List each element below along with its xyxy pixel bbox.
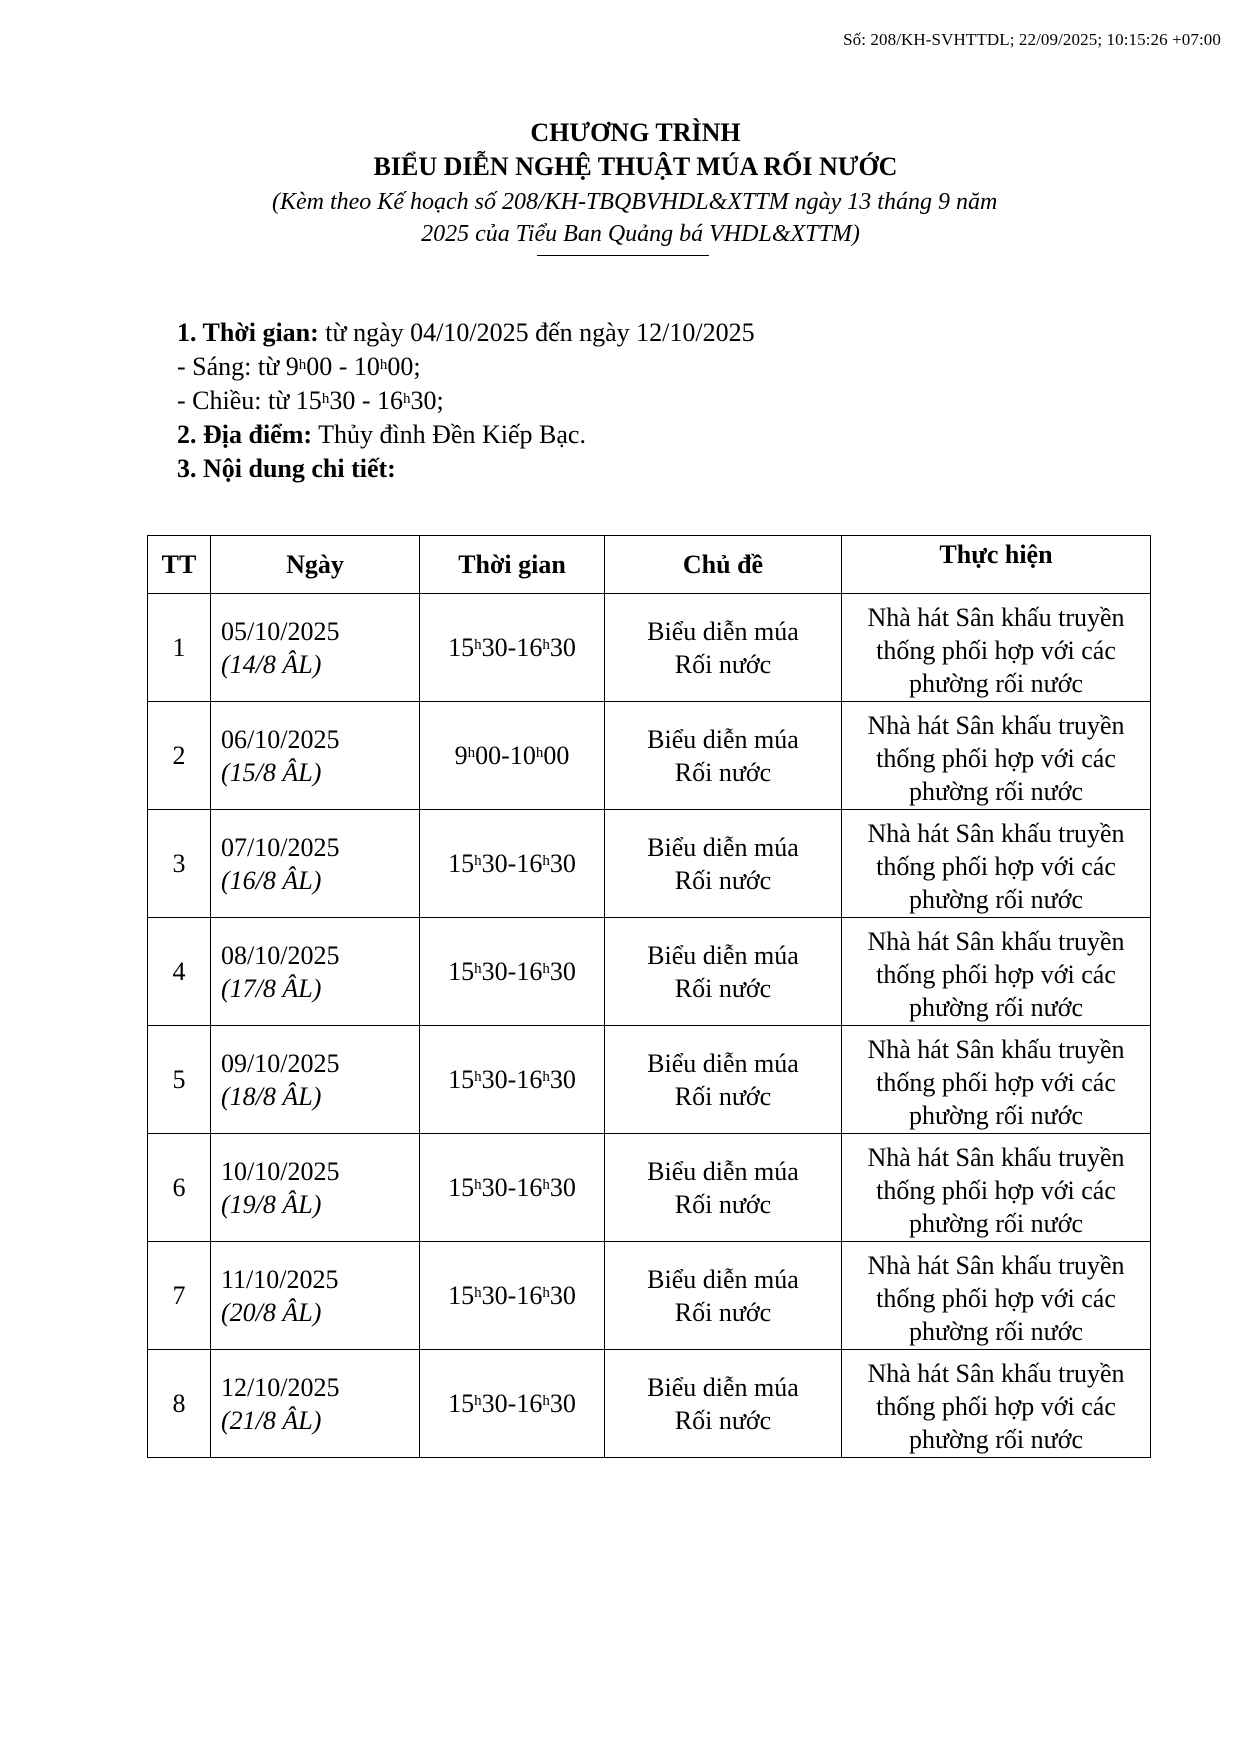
row-performer-line-3: phường rối nước <box>908 1316 1084 1346</box>
row-performer-line-2: thống phối hợp với các <box>876 1283 1116 1313</box>
subtitle-line-2-wrap <box>0 218 1241 250</box>
row-performer-line-2: thống phối hợp với các <box>876 1391 1116 1421</box>
row-topic-cell <box>605 1134 842 1242</box>
row-date: 07/10/2025 <box>221 832 340 862</box>
header-time: Thời gian <box>420 536 605 594</box>
row-performer-cell <box>842 918 1151 1026</box>
title-line-1: CHƯƠNG TRÌNH <box>530 118 741 147</box>
row-topic-line-2: Rối nước <box>674 1297 772 1327</box>
row-performer-line-3: phường rối nước <box>908 1424 1084 1454</box>
row-time-mid: 30-16 <box>481 1173 543 1202</box>
row-topic-cell <box>605 1350 842 1458</box>
row-performer-line-2: thống phối hợp với các <box>876 635 1116 665</box>
row-time-sup-2: h <box>542 961 550 977</box>
row-performer-line-1: Nhà hát Sân khấu truyền <box>867 1142 1125 1172</box>
table-row <box>148 594 1151 702</box>
row-lunar-date: (20/8 ÂL) <box>221 1297 322 1327</box>
row-time-mid: 00-10 <box>475 741 536 770</box>
row-topic-line-1: Biểu diễn múa <box>647 1264 799 1294</box>
schedule-table <box>147 535 1151 1458</box>
row-tt: 6 <box>148 1134 211 1242</box>
row-time-sup-2: h <box>542 1069 550 1085</box>
row-topic-line-2: Rối nước <box>674 865 772 895</box>
row-date-cell <box>211 1134 420 1242</box>
row-date-cell <box>211 594 420 702</box>
row-time-mid: 30-16 <box>481 849 543 878</box>
row-time-cell <box>420 594 605 702</box>
row-time-sup-2: h <box>542 637 550 653</box>
morning-sup-2: h <box>379 357 388 373</box>
afternoon-sup-1: h <box>321 391 330 407</box>
row-time-end: 00 <box>543 741 570 770</box>
afternoon-mid: 30 - 16 <box>329 386 403 415</box>
row-performer-line-3: phường rối nước <box>908 992 1084 1022</box>
content-line <box>177 452 755 486</box>
row-tt: 4 <box>148 918 211 1026</box>
row-topic-line-2: Rối nước <box>674 1081 772 1111</box>
row-topic-line-1: Biểu diễn múa <box>647 1156 799 1186</box>
table-row <box>148 1134 1151 1242</box>
row-lunar-date: (16/8 ÂL) <box>221 865 322 895</box>
row-performer-line-1: Nhà hát Sân khấu truyền <box>867 710 1125 740</box>
row-lunar-date: (21/8 ÂL) <box>221 1405 322 1435</box>
row-performer-line-3: phường rối nước <box>908 1208 1084 1238</box>
title-line-2: BIỂU DIỄN NGHỆ THUẬT MÚA RỐI NƯỚC <box>373 152 898 181</box>
row-time-cell <box>420 1242 605 1350</box>
row-time-end: 30 <box>549 633 576 662</box>
row-time-cell <box>420 1350 605 1458</box>
row-performer-line-3: phường rối nước <box>908 776 1084 806</box>
row-performer-line-1: Nhà hát Sân khấu truyền <box>867 1250 1125 1280</box>
row-date-cell <box>211 810 420 918</box>
afternoon-line <box>177 384 755 418</box>
header-performer: Thực hiện <box>842 536 1151 594</box>
row-time-end: 30 <box>549 849 576 878</box>
row-date: 05/10/2025 <box>221 616 340 646</box>
document-heading <box>0 116 1241 184</box>
time-label: 1. Thời gian: <box>177 318 319 347</box>
row-lunar-date: (18/8 ÂL) <box>221 1081 322 1111</box>
row-date: 12/10/2025 <box>221 1372 340 1402</box>
time-line <box>177 316 755 350</box>
row-time-cell <box>420 810 605 918</box>
row-date: 10/10/2025 <box>221 1156 340 1186</box>
row-time-start: 9 <box>454 741 468 770</box>
row-performer-line-2: thống phối hợp với các <box>876 1067 1116 1097</box>
row-performer-line-1: Nhà hát Sân khấu truyền <box>867 926 1125 956</box>
row-time-mid: 30-16 <box>481 957 543 986</box>
row-time-sup-1: h <box>474 1069 482 1085</box>
row-topic-cell <box>605 594 842 702</box>
row-tt: 2 <box>148 702 211 810</box>
row-lunar-date: (19/8 ÂL) <box>221 1189 322 1219</box>
row-topic-line-2: Rối nước <box>674 757 772 787</box>
row-time-end: 30 <box>549 957 576 986</box>
row-performer-line-1: Nhà hát Sân khấu truyền <box>867 1034 1125 1064</box>
row-time-sup-1: h <box>474 853 482 869</box>
row-time-sup-1: h <box>474 637 482 653</box>
row-performer-cell <box>842 702 1151 810</box>
row-topic-line-2: Rối nước <box>674 973 772 1003</box>
row-time-start: 15 <box>448 1281 475 1310</box>
row-performer-cell <box>842 810 1151 918</box>
place-label: 2. Địa điểm: <box>177 420 313 449</box>
row-performer-cell <box>842 1350 1151 1458</box>
row-tt: 8 <box>148 1350 211 1458</box>
row-time-end: 30 <box>549 1065 576 1094</box>
row-time-end: 30 <box>549 1281 576 1310</box>
table-row <box>148 1350 1151 1458</box>
row-tt: 7 <box>148 1242 211 1350</box>
morning-sup-1: h <box>298 357 307 373</box>
row-time-sup-1: h <box>474 1177 482 1193</box>
row-time-sup-1: h <box>474 1285 482 1301</box>
row-performer-line-3: phường rối nước <box>908 1100 1084 1130</box>
row-date: 06/10/2025 <box>221 724 340 754</box>
row-topic-cell <box>605 1242 842 1350</box>
row-topic-line-2: Rối nước <box>674 1189 772 1219</box>
morning-prefix: - Sáng: từ 9 <box>177 352 299 381</box>
table-row <box>148 810 1151 918</box>
info-section <box>177 316 755 486</box>
row-date-cell <box>211 1242 420 1350</box>
row-time-mid: 30-16 <box>481 1389 543 1418</box>
row-time-mid: 30-16 <box>481 1065 543 1094</box>
row-tt: 1 <box>148 594 211 702</box>
row-performer-line-1: Nhà hát Sân khấu truyền <box>867 818 1125 848</box>
row-time-end: 30 <box>549 1389 576 1418</box>
row-topic-cell <box>605 1026 842 1134</box>
row-date: 09/10/2025 <box>221 1048 340 1078</box>
place-line <box>177 418 755 452</box>
row-performer-cell <box>842 1242 1151 1350</box>
row-date-cell <box>211 1026 420 1134</box>
header-tt: TT <box>148 536 211 594</box>
row-time-start: 15 <box>448 957 475 986</box>
row-date-cell <box>211 918 420 1026</box>
row-lunar-date: (17/8 ÂL) <box>221 973 322 1003</box>
row-topic-line-1: Biểu diễn múa <box>647 1048 799 1078</box>
row-time-sup-2: h <box>542 853 550 869</box>
heading-divider <box>537 255 709 256</box>
header-topic: Chủ đề <box>605 536 842 594</box>
row-tt: 5 <box>148 1026 211 1134</box>
row-time-sup-1: h <box>467 745 476 761</box>
table-row <box>148 1026 1151 1134</box>
row-performer-cell <box>842 594 1151 702</box>
row-time-end: 30 <box>549 1173 576 1202</box>
row-time-mid: 30-16 <box>481 633 543 662</box>
row-topic-cell <box>605 702 842 810</box>
content-label: 3. Nội dung chi tiết: <box>177 454 396 483</box>
subtitle-line-2: 2025 của Tiểu Ban Quảng bá VHDL&XTTM) <box>421 221 860 247</box>
afternoon-prefix: - Chiều: từ 15 <box>177 386 322 415</box>
afternoon-end: 30; <box>410 386 444 415</box>
morning-end: 00; <box>387 352 421 381</box>
row-performer-cell <box>842 1134 1151 1242</box>
morning-line <box>177 350 755 384</box>
row-performer-cell <box>842 1026 1151 1134</box>
row-performer-line-2: thống phối hợp với các <box>876 851 1116 881</box>
row-performer-line-2: thống phối hợp với các <box>876 959 1116 989</box>
afternoon-sup-2: h <box>402 391 411 407</box>
row-time-cell <box>420 918 605 1026</box>
table-row <box>148 918 1151 1026</box>
row-time-start: 15 <box>448 1389 475 1418</box>
header-date: Ngày <box>211 536 420 594</box>
row-date: 11/10/2025 <box>221 1264 339 1294</box>
row-lunar-date: (15/8 ÂL) <box>221 757 322 787</box>
row-performer-line-2: thống phối hợp với các <box>876 743 1116 773</box>
row-time-mid: 30-16 <box>481 1281 543 1310</box>
row-topic-line-1: Biểu diễn múa <box>647 832 799 862</box>
row-topic-line-2: Rối nước <box>674 649 772 679</box>
row-time-cell <box>420 1026 605 1134</box>
table-header-row <box>148 536 1151 594</box>
row-date-cell <box>211 702 420 810</box>
row-topic-cell <box>605 918 842 1026</box>
row-time-cell <box>420 702 605 810</box>
row-topic-line-1: Biểu diễn múa <box>647 724 799 754</box>
row-topic-line-1: Biểu diễn múa <box>647 1372 799 1402</box>
row-performer-line-2: thống phối hợp với các <box>876 1175 1116 1205</box>
row-date-cell <box>211 1350 420 1458</box>
document-number-stamp: Số: 208/KH-SVHTTDL; 22/09/2025; 10:15:26 +07:00 <box>843 30 1221 49</box>
table-row <box>148 702 1151 810</box>
row-time-cell <box>420 1134 605 1242</box>
row-time-start: 15 <box>448 1173 475 1202</box>
row-date: 08/10/2025 <box>221 940 340 970</box>
row-topic-line-1: Biểu diễn múa <box>647 616 799 646</box>
row-time-start: 15 <box>448 1065 475 1094</box>
time-value: từ ngày 04/10/2025 đến ngày 12/10/2025 <box>318 318 755 347</box>
row-time-sup-2: h <box>542 1393 550 1409</box>
place-value: Thủy đình Đền Kiếp Bạc. <box>312 420 586 449</box>
row-topic-line-2: Rối nước <box>674 1405 772 1435</box>
row-performer-line-1: Nhà hát Sân khấu truyền <box>867 1358 1125 1388</box>
row-time-sup-2: h <box>535 745 544 761</box>
row-topic-line-1: Biểu diễn múa <box>647 940 799 970</box>
row-topic-cell <box>605 810 842 918</box>
table-row <box>148 1242 1151 1350</box>
row-time-start: 15 <box>448 849 475 878</box>
row-time-start: 15 <box>448 633 475 662</box>
row-lunar-date: (14/8 ÂL) <box>221 649 322 679</box>
morning-mid: 00 - 10 <box>306 352 380 381</box>
row-time-sup-1: h <box>474 961 482 977</box>
subtitle-line-1: (Kèm theo Kế hoạch số 208/KH-TBQBVHDL&XTTM ngày 13 tháng 9 năm <box>272 189 998 215</box>
row-time-sup-2: h <box>542 1285 550 1301</box>
row-performer-line-3: phường rối nước <box>908 668 1084 698</box>
row-tt: 3 <box>148 810 211 918</box>
row-performer-line-1: Nhà hát Sân khấu truyền <box>867 602 1125 632</box>
row-time-sup-2: h <box>542 1177 550 1193</box>
row-performer-line-3: phường rối nước <box>908 884 1084 914</box>
row-time-sup-1: h <box>474 1393 482 1409</box>
